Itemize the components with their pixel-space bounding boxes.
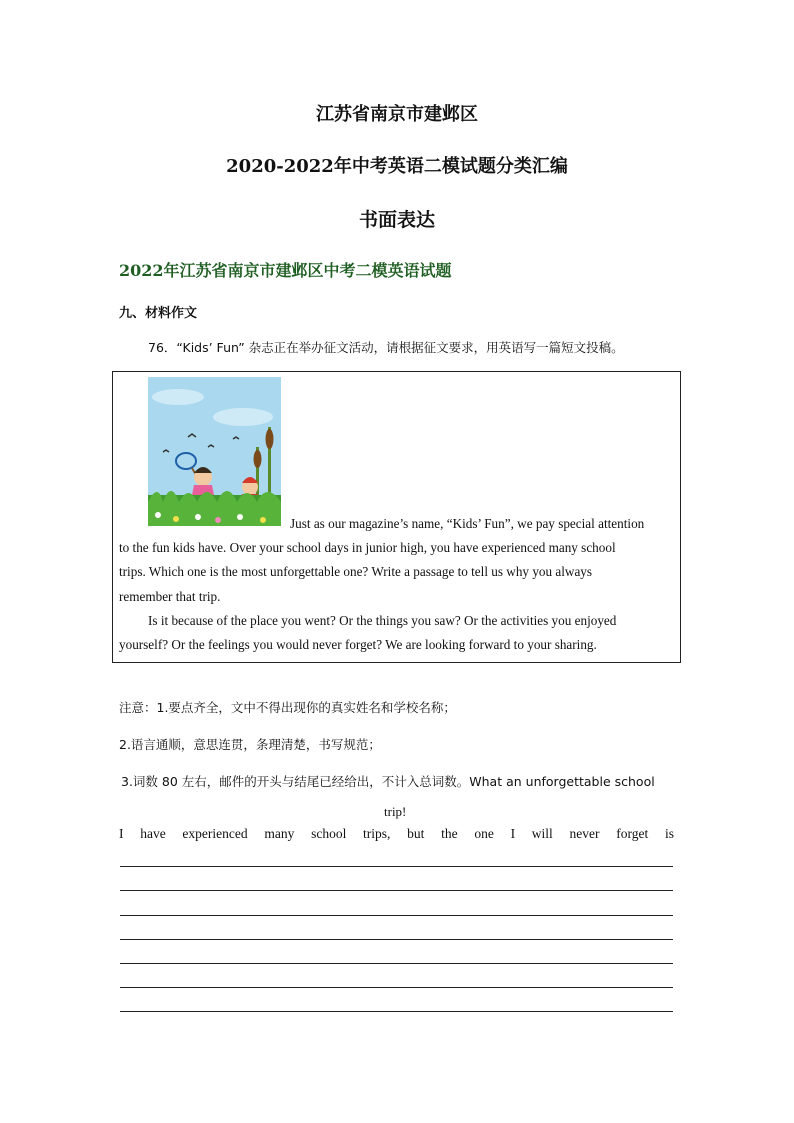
writing-line <box>120 939 673 940</box>
material-line-3: trips. Which one is the most unforgettable one? Write a passage to tell us why you always <box>119 564 593 579</box>
writing-line <box>120 987 673 988</box>
part-heading: 九、材料作文 <box>119 306 198 321</box>
note-3: 3.词数 80 左右，邮件的开头与结尾已经给出，不计入总词数。What an unforgettable school <box>121 774 655 789</box>
answer-word: is <box>664 826 674 841</box>
answer-word: have <box>140 826 166 841</box>
material-line-2: to the fun kids have. Over your school days in junior high, you have experienced many school <box>119 540 616 555</box>
writing-line <box>120 915 673 916</box>
answer-start-line <box>119 826 674 842</box>
answer-word: I <box>119 826 124 841</box>
answer-word: one <box>474 826 494 841</box>
material-line-6: yourself? Or the feelings you would never forget? We are looking forward to your sharing. <box>119 637 597 652</box>
material-line-1: Just as our magazine’s name, “Kids’ Fun”, we pay special attention <box>290 516 645 531</box>
note-3-cont: trip! <box>384 804 407 819</box>
doc-title-region: 江苏省南京市建邺区 <box>316 104 478 125</box>
answer-word: experienced <box>182 826 248 841</box>
writing-line <box>120 963 673 964</box>
answer-word: the <box>441 826 458 841</box>
answer-word: will <box>531 826 553 841</box>
material-line-4: remember that trip. <box>119 589 221 604</box>
doc-title-series: 2020-2022年中考英语二模试题分类汇编 <box>226 156 568 177</box>
writing-line <box>120 866 673 867</box>
question-prompt: 76．“Kids’ Fun” 杂志正在举办征文活动，请根据征文要求，用英语写一篇短文投稿。 <box>148 340 624 355</box>
answer-word: school <box>311 826 347 841</box>
answer-word: but <box>407 826 425 841</box>
doc-title-topic: 书面表达 <box>358 209 435 231</box>
note-2: 2.语言通顺，意思连贯，条理清楚，书写规范； <box>119 737 381 752</box>
answer-word: trips, <box>363 826 391 841</box>
answer-word: never <box>569 826 600 841</box>
writing-line <box>120 1011 673 1012</box>
kids-illustration <box>148 377 281 526</box>
answer-word: many <box>264 826 295 841</box>
writing-line <box>120 890 673 891</box>
section-title: 2022年江苏省南京市建邺区中考二模英语试题 <box>119 261 452 280</box>
answer-word: forget <box>616 826 649 841</box>
material-line-5: Is it because of the place you went? Or the things you saw? Or the activities you enjoyed <box>148 613 617 628</box>
answer-word: I <box>510 826 516 841</box>
note-1: 注意：1.要点齐全，文中不得出现你的真实姓名和学校名称； <box>119 700 456 715</box>
